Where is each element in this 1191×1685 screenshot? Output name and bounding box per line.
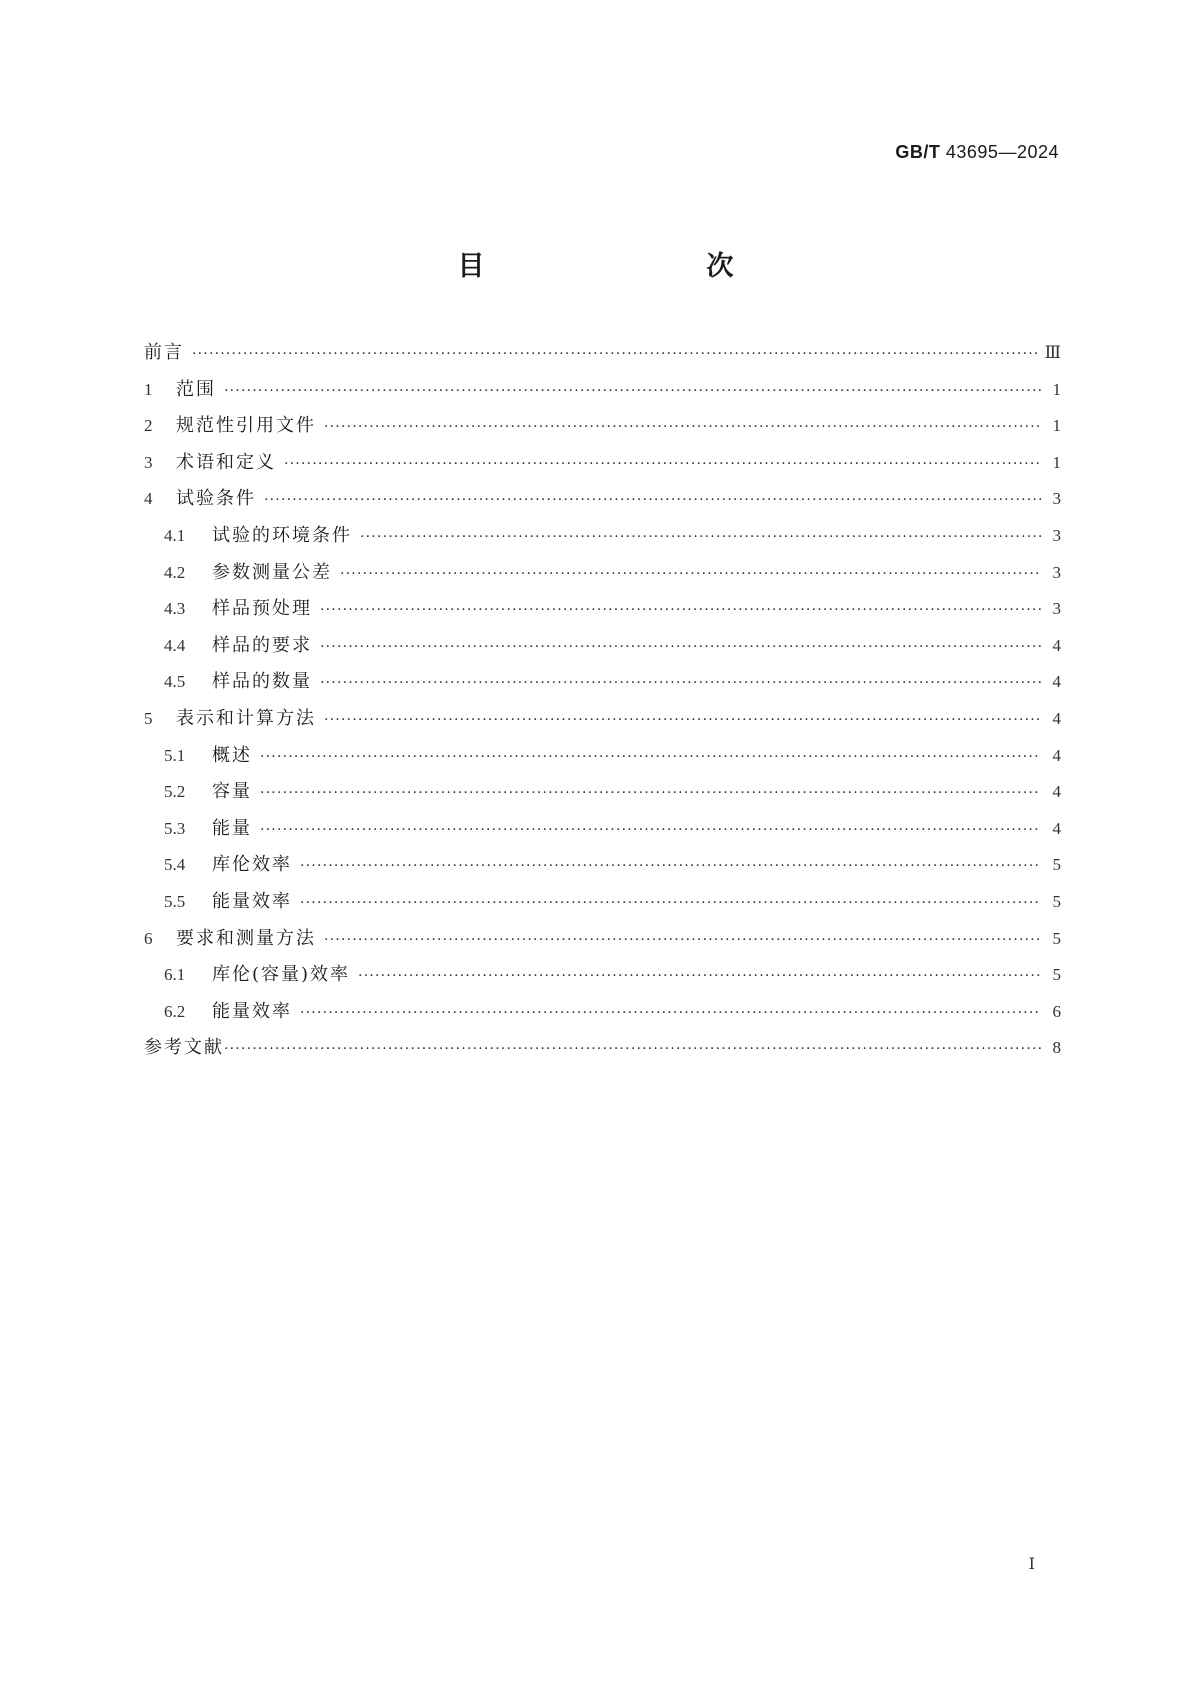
toc-entry-label: 规范性引用文件 (176, 415, 316, 437)
toc-entry-number: 3 (144, 452, 153, 472)
toc-entry-number: 4 (144, 489, 153, 509)
toc-entry-page: 5 (1052, 855, 1061, 875)
toc-entry[interactable] (144, 594, 1061, 631)
toc-entry[interactable] (144, 375, 1061, 412)
document-number-value: 43695—2024 (945, 142, 1059, 162)
toc-entry-page: 5 (1052, 891, 1061, 911)
toc-entry-number: 5.2 (164, 782, 186, 802)
toc-dot-leader (260, 749, 1041, 765)
toc-entry-number: 4.3 (164, 599, 186, 619)
toc-entry[interactable] (144, 777, 1061, 814)
toc-entry-page: 8 (1052, 1038, 1061, 1058)
toc-entry[interactable] (144, 484, 1061, 521)
table-of-contents (144, 338, 1061, 1070)
toc-entry-label: 能量 (212, 817, 252, 839)
toc-dot-leader (358, 968, 1041, 984)
toc-entry-page: 4 (1052, 745, 1061, 765)
document-number-prefix: GB/T (895, 142, 941, 162)
toc-entry-label: 参数测量公差 (212, 561, 332, 583)
toc-entry-page: Ⅲ (1044, 343, 1061, 362)
toc-entry-label: 库伦(容量)效率 (212, 964, 351, 986)
toc-entry-page: 4 (1052, 708, 1061, 728)
toc-entry-page: 3 (1052, 599, 1061, 619)
toc-entry[interactable] (144, 667, 1061, 704)
toc-entry-number: 5 (144, 708, 153, 728)
toc-entry-label: 样品的要求 (212, 634, 312, 656)
toc-entry[interactable] (144, 997, 1061, 1034)
toc-entry-label: 试验条件 (176, 488, 256, 510)
toc-entry[interactable] (144, 887, 1061, 924)
toc-dot-leader (260, 785, 1041, 801)
toc-dot-leader (324, 932, 1041, 948)
toc-entry-label: 容量 (212, 781, 252, 803)
toc-entry[interactable] (144, 448, 1061, 485)
toc-entry-label: 试验的环境条件 (212, 524, 352, 546)
toc-entry-number: 6 (144, 928, 153, 948)
toc-entry-label: 样品的数量 (212, 671, 312, 693)
toc-dot-leader (264, 492, 1041, 508)
toc-entry-number: 4.1 (164, 525, 186, 545)
toc-entry-page: 4 (1052, 672, 1061, 692)
toc-dot-leader (324, 712, 1041, 728)
toc-entry-label: 表示和计算方法 (176, 707, 316, 729)
toc-entry-page: 4 (1052, 782, 1061, 802)
toc-dot-leader (320, 675, 1041, 691)
toc-entry-page: 1 (1052, 416, 1061, 436)
toc-entry-number: 5.3 (164, 818, 186, 838)
toc-entry-page: 3 (1052, 489, 1061, 509)
toc-entry[interactable] (144, 411, 1061, 448)
toc-entry-number: 4.5 (164, 672, 186, 692)
toc-entry-page: 3 (1052, 525, 1061, 545)
page-number: Ⅰ (1028, 1556, 1035, 1573)
toc-entry-label: 范围 (176, 378, 216, 400)
toc-entry-page: 1 (1052, 452, 1061, 472)
toc-entry-label: 样品预处理 (212, 598, 312, 620)
toc-entry[interactable] (144, 631, 1061, 668)
toc-entry-number: 5.1 (164, 745, 186, 765)
toc-dot-leader (300, 895, 1041, 911)
document-number (895, 142, 1059, 163)
toc-entry-number: 5.4 (164, 855, 186, 875)
toc-dot-leader (224, 1041, 1041, 1057)
toc-entry-number: 5.5 (164, 891, 186, 911)
toc-entry-number: 1 (144, 379, 153, 399)
toc-dot-leader (320, 602, 1041, 618)
toc-entry-page: 3 (1052, 562, 1061, 582)
toc-entry-label: 要求和测量方法 (176, 927, 316, 949)
toc-entry[interactable] (144, 704, 1061, 741)
toc-dot-leader (360, 529, 1041, 545)
toc-entry-label: 概述 (212, 744, 252, 766)
toc-entry-label: 参考文献 (144, 1037, 224, 1059)
toc-entry-label: 术语和定义 (176, 451, 276, 473)
toc-dot-leader (300, 858, 1041, 874)
toc-entry-number: 6.1 (164, 965, 186, 985)
toc-entry-page: 5 (1052, 965, 1061, 985)
toc-dot-leader (320, 639, 1041, 655)
toc-entry-number: 2 (144, 416, 153, 436)
toc-entry-label: 前言 (144, 342, 184, 363)
toc-entry[interactable] (144, 338, 1061, 375)
toc-entry[interactable] (144, 850, 1061, 887)
toc-entry-number: 6.2 (164, 1001, 186, 1021)
toc-dot-leader (260, 822, 1041, 838)
toc-entry-number: 4.2 (164, 562, 186, 582)
toc-dot-leader (300, 1005, 1041, 1021)
toc-entry[interactable] (144, 741, 1061, 778)
toc-entry[interactable] (144, 814, 1061, 851)
toc-entry[interactable] (144, 558, 1061, 595)
toc-entry[interactable] (144, 960, 1061, 997)
toc-title: 目 次 (457, 251, 790, 282)
toc-entry[interactable] (144, 924, 1061, 961)
toc-entry-label: 能量效率 (212, 1000, 292, 1022)
toc-entry-number: 4.4 (164, 635, 186, 655)
toc-entry-page: 6 (1052, 1001, 1061, 1021)
toc-entry-page: 4 (1052, 818, 1061, 838)
toc-dot-leader (284, 456, 1041, 472)
toc-entry[interactable] (144, 1033, 1061, 1070)
toc-dot-leader (324, 419, 1041, 435)
toc-entry-label: 库伦效率 (212, 854, 292, 876)
toc-entry-label: 能量效率 (212, 890, 292, 912)
toc-dot-leader (224, 383, 1041, 399)
toc-entry-page: 4 (1052, 635, 1061, 655)
toc-entry-page: 5 (1052, 928, 1061, 948)
toc-entry[interactable] (144, 521, 1061, 558)
toc-dot-leader (192, 346, 1037, 362)
toc-dot-leader (340, 566, 1041, 582)
toc-entry-page: 1 (1052, 379, 1061, 399)
